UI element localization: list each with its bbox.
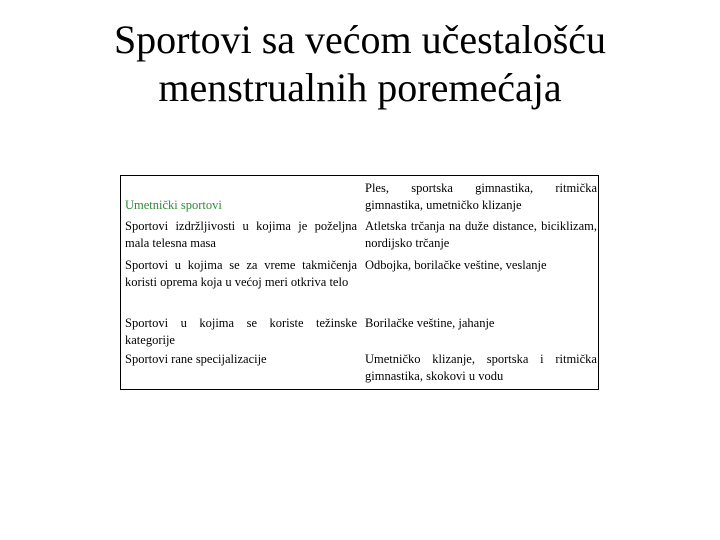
sport-examples-cell: Atletska trčanja na duže distance, biciklizam, nordijsko trčanje — [365, 219, 597, 250]
sport-category-cell: Sportovi u kojima se koriste težinske kategorije — [125, 316, 357, 347]
sport-category-cell: Umetnički sportovi — [125, 198, 222, 212]
sport-examples-cell: Borilačke veštine, jahanje — [365, 316, 495, 330]
sport-examples-cell: Umetničko klizanje, sportska i ritmička gimnastika, skokovi u vodu — [365, 352, 597, 383]
sport-examples-cell: Odbojka, borilačke veštine, veslanje — [365, 258, 547, 272]
sport-category-cell: Sportovi rane specijalizacije — [125, 352, 267, 366]
sport-examples-cell: Ples, sportska gimnastika, ritmička gimnastika, umetničko klizanje — [365, 181, 597, 212]
slide-title — [0, 16, 720, 112]
sports-table — [120, 175, 599, 390]
sport-category-cell: Sportovi u kojima se za vreme takmičenja koristi oprema koja u većoj meri otkriva telo — [125, 258, 357, 289]
slide-title-line-1: Sportovi sa većom učestalošću — [113, 17, 607, 62]
sport-category-cell: Sportovi izdržljivosti u kojima je poželjna mala telesna masa — [125, 219, 357, 250]
slide-title-line-2: menstrualnih poremećaja — [158, 65, 562, 110]
